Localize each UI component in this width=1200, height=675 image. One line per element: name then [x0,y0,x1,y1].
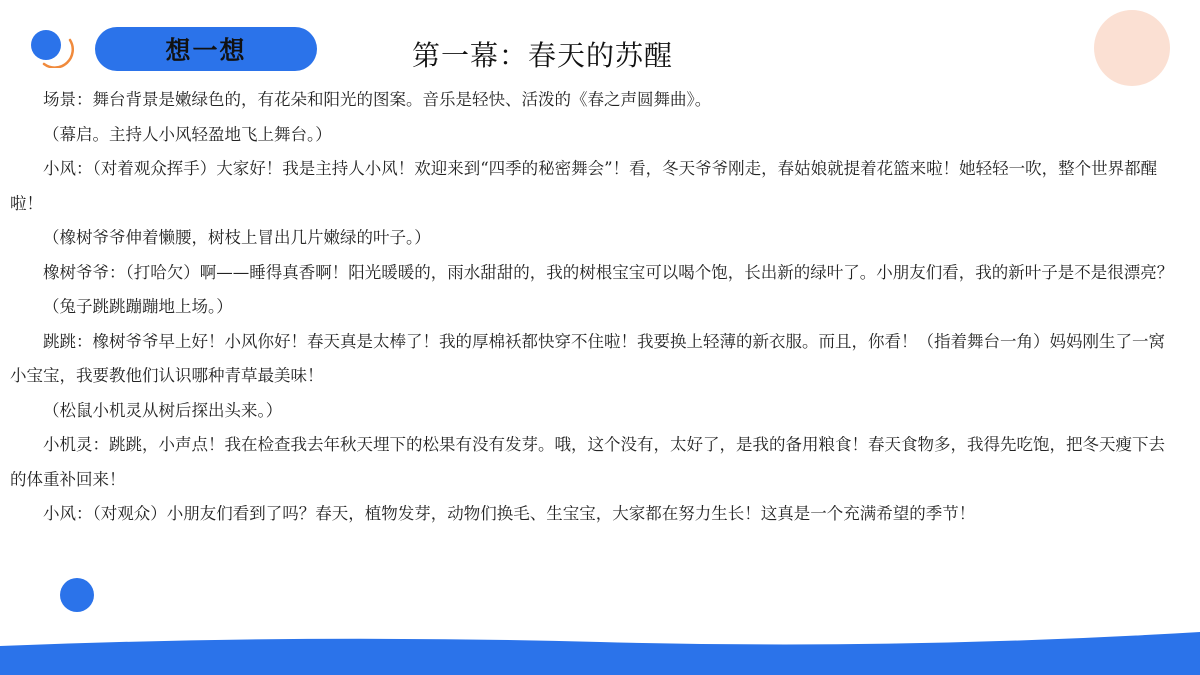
script-paragraph: 场景：舞台背景是嫩绿色的，有花朵和阳光的图案。音乐是轻快、活泼的《春之声圆舞曲》。 [43,90,712,109]
script-paragraph: 橡树爷爷：（打哈欠）啊——睡得真香啊！阳光暖暖的，雨水甜甜的，我的树根宝宝可以喝个饱，长出新的绿叶了。小朋友们看，我的新叶子是不是很漂亮？ [43,262,1174,282]
script-paragraph: 小机灵：跳跳，小声点！我在检查我去年秋天埋下的松果有没有发芽。哦，这个没有，太好了，是我的备用粮食！春天食物多，我得先吃饱，把冬天瘦下去的体重补回来！ [10,435,1165,489]
decorative-peach-circle [1094,10,1170,86]
script-paragraph: （松鼠小机灵从树后探出头来。） [43,400,283,420]
decorative-blue-circle-bottom [60,578,94,612]
script-paragraph: 跳跳：橡树爷爷早上好！小风你好！春天真是太棒了！我的厚棉袄都快穿不住啦！我要换上轻薄的新衣服。而且，你看！（指着舞台一角）妈妈刚生了一窝小宝宝，我要教他们认识哪种青草最美味！ [10,331,1165,385]
section-badge-label: 想一想 [165,36,247,65]
script-paragraph: 小风：（对观众）小朋友们看到了吗？春天，植物发芽，动物们换毛、生宝宝，大家都在努力生长！这真是一个充满希望的季节！ [43,504,976,523]
script-paragraph: （橡树爷爷伸着懒腰，树枝上冒出几片嫩绿的叶子。） [43,228,431,247]
decorative-wave-band [0,626,1200,675]
script-paragraph: （兔子跳跳蹦蹦地上场。） [43,297,233,316]
page-title: 第一幕：春天的苏醒 [412,39,674,72]
section-badge [95,27,317,71]
script-paragraph: （幕启。主持人小风轻盈地飞上舞台。） [43,124,332,144]
decorative-orange-arc [30,22,74,68]
script-body [10,83,1180,532]
script-paragraph: 小风：（对着观众挥手）大家好！我是主持人小风！欢迎来到“四季的秘密舞会”！看，冬天爷爷刚走，春姑娘就提着花篮来啦！她轻轻一吹，整个世界都醒啦！ [10,159,1158,213]
